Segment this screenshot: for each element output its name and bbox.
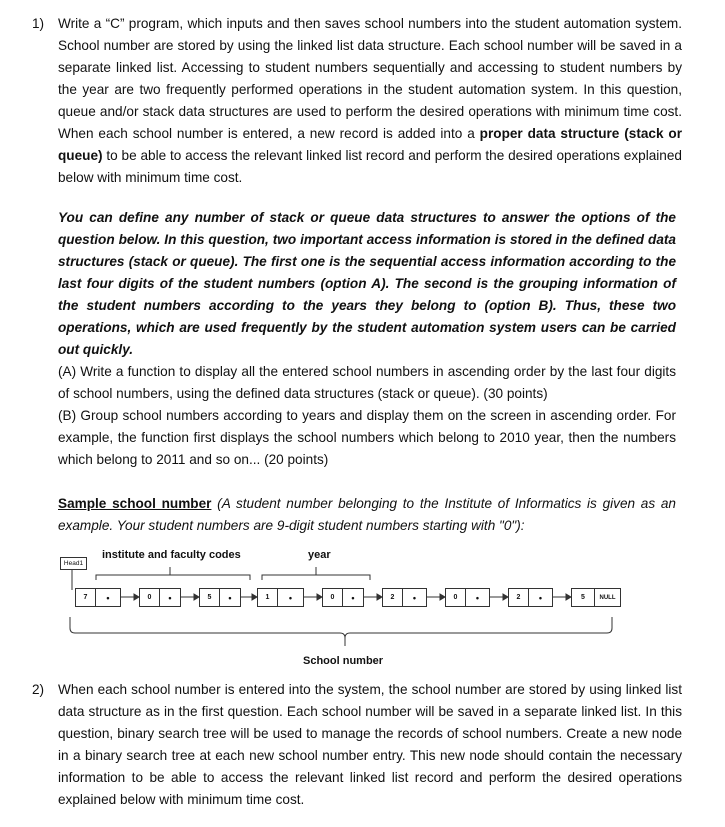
list-node-last: 5 NULL [571,588,621,607]
school-number-bracket [70,617,612,646]
list-node: 0 • [322,588,364,607]
question-2-number: 2) [32,682,45,697]
list-node: 5 • [199,588,241,607]
list-node: 1 • [257,588,304,607]
question-1-note: You can define any number of stack or queue data structures to answer the options of the question below. In this question, two important access information is stored in the defined data structures (stack or queue). The first one is the sequential access information according to the last four digits of the student numbers (option A). The second is the grouping information of the student numbers according to the years they belong to (option B). Thus, these two operations, which are used frequently by the student automation system users can be carried out quickly. [58,210,676,357]
institute-label: institute and faculty codes [102,549,241,561]
year-label: year [308,549,331,561]
list-node: 0 • [445,588,490,607]
bold-phrase: proper data structure (stack or queue) [58,126,683,163]
list-node: 2 • [508,588,553,607]
question-1-number: 1) [32,16,45,31]
year-bracket [262,567,370,580]
option-a: (A) Write a function to display all the entered school numbers in ascending order by the last four digits of school numbers, using the defined data structures (stack or queue). (30 points) [58,364,676,401]
list-node: 0 • [139,588,181,607]
question-1-intro: Write a “C” program, which inputs and then saves school numbers into the student automation system. School number are stored by using the linked list data structure. Each school number will be saved in a separate linked list. Accessing to student numbers sequentially and accessing to student numbers by the year are two frequently performed operations in the student automation system. In this question, queue and/or stack data structures are used to perform the desired operations with minimum time cost. When each school number is entered, a new record is added into a proper data structure (stack or queue) to be able to access the relevant linked list record and perform the desired operations explained below with minimum time cost. [58,16,683,185]
sample-description: Sample school number (A student number belonging to the Institute of Informatics is given as an example. Your student numbers are 9-digit student numbers starting with "0"): [58,496,676,533]
option-b: (B) Group school numbers according to years and display them on the screen in ascending order. For example, the function first displays the school numbers which belong to 2010 year, then the numbers which belong to 2011 and so on... (20 points) [58,408,676,467]
question-2 [32,679,682,811]
head-node: Head1 [60,557,87,570]
institute-bracket [96,567,250,580]
school-number-label: School number [303,655,384,667]
list-node: 7 • [75,588,121,607]
sample-label: Sample school number [58,496,212,511]
list-node: 2 • [382,588,427,607]
question-2-text: When each school number is entered into the system, the school number are stored by using linked list data structure as in the first question. Each school number will be saved in a separate linked list. In this question, binary search tree will be used to manage the records of school numbers. Create a new node in a binary search tree at each new school number entry. This new node should contain the necessary information to be able to access the relevant linked list record and perform the desired operations explained below with minimum time cost. [58,682,682,807]
